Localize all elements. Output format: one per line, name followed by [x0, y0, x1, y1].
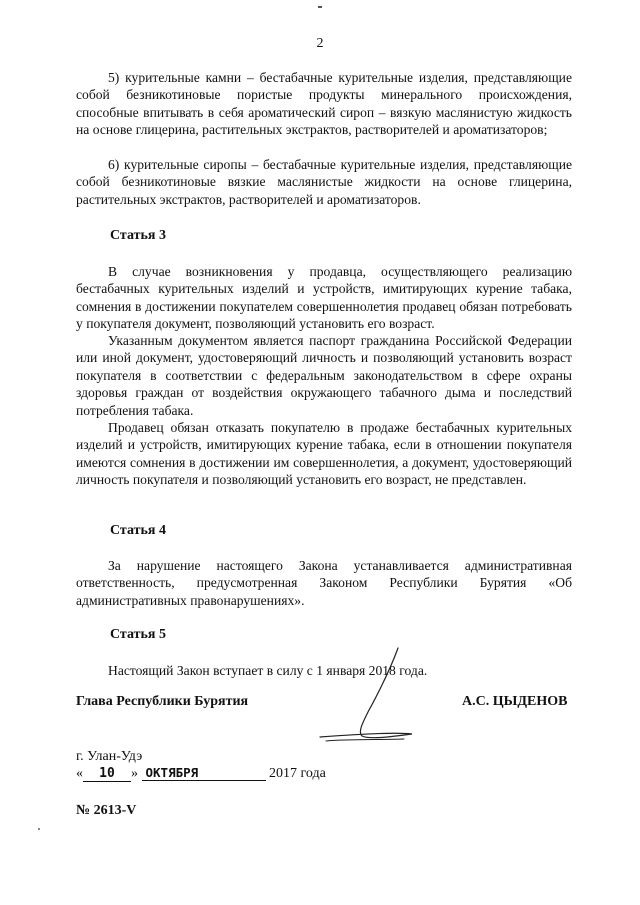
article-3-paragraph-3: Продавец обязан отказать покупателю в продаже бестабачных курительных изделий и устройств, имитирующих курение табака, если в отношении покупателя имеются сомнения в достижении им совершеннолетия, а документ, удостоверяющий личность покупателя и позволяющий установить его возраст, не представлен. [76, 420, 572, 488]
handwritten-signature [300, 640, 420, 750]
article-3-paragraph-1: В случае возникновения у продавца, осуществляющего реализацию бестабачных курительных изделий и устройств, имитирующих курение табака, сомнения в достижении покупателем совершеннолетия продавец обязан потребовать у покупателя документ, позволяющий установить его возраст. [76, 264, 572, 332]
scan-mark [318, 6, 322, 8]
heading-article-4: Статья 4 [110, 523, 166, 538]
date-close-quote: » [131, 766, 138, 781]
signatory-name: А.С. ЦЫДЕНОВ [462, 694, 568, 709]
scan-mark-margin [38, 828, 40, 830]
article-4-paragraph-1: За нарушение настоящего Закона устанавливается административная ответственность, предусмотренная Законом Республики Бурятия «Об административных правонарушениях». [76, 558, 572, 608]
article-3-paragraph-2: Указанным документом является паспорт гражданина Российской Федерации или иной документ, удостоверяющий личность и позволяющий установить возраст покупателя в соответствии с федеральным законодательством в сфере охраны здоровья граждан от воздействия окружающего табачного дыма и последствий потребления табака. [76, 333, 572, 418]
place-of-signing: г. Улан-Удэ [76, 749, 143, 764]
signing-date [76, 766, 326, 782]
page-number: 2 [316, 36, 324, 51]
paragraph-item-6: 6) курительные сиропы – бестабачные курительные изделия, представляющие собой безникотиновые вязкие маслянистые жидкости на основе глицерина, растительных экстрактов, растворителей и ароматизаторов. [76, 157, 572, 207]
article-5-paragraph-1: Настоящий Закон вступает в силу с 1 января 2018 года. [108, 663, 428, 678]
date-month: ОКТЯБРЯ [142, 766, 266, 781]
heading-article-3: Статья 3 [110, 228, 166, 243]
signatory-title: Глава Республики Бурятия [76, 694, 249, 709]
date-open-quote: « [76, 766, 83, 781]
date-year: 2017 года [269, 766, 326, 781]
date-day: 10 [83, 767, 131, 782]
law-number: № 2613-V [76, 803, 137, 818]
heading-article-5: Статья 5 [110, 627, 166, 642]
paragraph-item-5: 5) курительные камни – бестабачные курительные изделия, представляющие собой безникотиновые пористые продукты минерального происхождения, способные впитывать в себя ароматический сироп – вязкую маслянистую жидкость на основе глицерина, растительных экстрактов, растворителей и ароматизаторов; [76, 70, 572, 138]
